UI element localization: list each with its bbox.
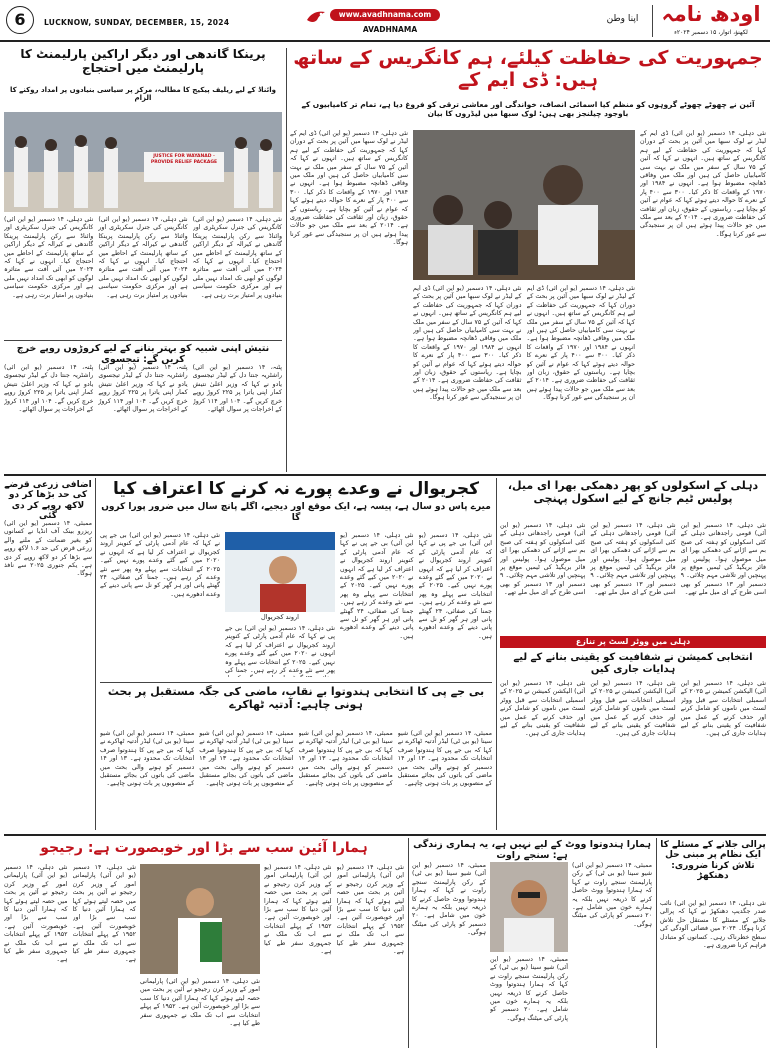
raut-body-3: ممبئی، ۱۴ دسمبر (یو این آئی) شیو سینا (یو بی ٹی) کے رکن پارلیمنٹ سنجے راوت نے کہا کہ ہمارا ہندوتوا ووٹ حاصل کرنے کا ذریعہ نہیں بلکہ یہ ہمارے خون میں شامل ہے۔ ۲۰ دسمبر کو پارٹی کی میٹنگ ہوگی۔ — [490, 956, 568, 1022]
rijiju-body-3: نئی دہلی، ۱۴ دسمبر (یو این آئی) پارلیمانی امور کے وزیر کرن رجیجو نے آئین پر بحث میں حصہ لیتے ہوئے کہا کہ ہمارا آئین دنیا کا سب سے بڑا اور خوبصورت آئین ہے۔ ۱۹۵۲ کے پہلے انتخابات سے اب تک ملک نے جمہوری سفر طے کیا ہے۔ — [140, 978, 260, 1028]
voterlist-kicker: دہلی میں ووٹر لسٹ پر تنازع — [575, 637, 691, 646]
farmers-headline: اضافی زرعی قرضے کی حد بڑھا کر دو لاکھ روپے کر دی گئی — [4, 480, 92, 522]
nitish-body: پٹنہ، ۱۴ دسمبر (یو این آئی) راشٹریہ جنتا دل کے لیڈر تیجسوی یادو نے کہا کہ وزیر اعلیٰ نتیش کمار اپنی یاترا پر ۲۲۵ کروڑ روپے خرچ کریں گے۔ ۱۰۴ اور ۱۱۴ کروڑ کے اخراجات پر سوال اٹھائے۔ پٹنہ، ۱۴ دسمبر (یو این آئی) راشٹریہ جنتا دل کے لیڈر تیجسوی یادو نے کہا کہ وزیر اعلیٰ نتیش کمار اپنی یاترا پر ۲۲۵ کروڑ روپے خرچ کریں گے۔ ۱۰۴ اور ۱۱۴ کروڑ کے اخراجات پر سوال اٹھائے۔ پٹنہ، ۱۴ دسمبر (یو این آئی) راشٹریہ جنتا دل کے لیڈر تیجسوی یادو نے کہا کہ وزیر اعلیٰ نتیش کمار اپنی یاترا پر ۲۲۵ کروڑ روپے خرچ کریں گے۔ ۱۰۴ اور ۱۱۴ کروڑ کے اخراجات پر سوال اٹھائے۔ — [4, 364, 282, 414]
raut-body: ممبئی، ۱۴ دسمبر (یو این آئی) شیو سینا (یو بی ٹی) کے رکن پارلیمنٹ سنجے راوت نے کہا کہ ہمارا ہندوتوا ووٹ حاصل کرنے کا ذریعہ نہیں بلکہ یہ ہمارے خون میں شامل ہے۔ ۲۰ دسمبر کو پارٹی کی میٹنگ ہوگی۔ — [412, 862, 486, 937]
protest-subhead: وائناڈ کے لیے ریلیف پیکیج کا مطالبہ، مرکز پر سیاسی بنیادوں پر امداد روکنے کا الزام — [10, 86, 276, 103]
rijiju-body-2: نئی دہلی، ۱۴ دسمبر (یو این آئی) پارلیمانی امور کے وزیر کرن رجیجو نے آئین پر بحث میں حصہ لیتے ہوئے کہا کہ ہمارا آئین دنیا کا سب سے بڑا اور خوبصورت آئین ہے۔ ۱۹۵۲ کے پہلے انتخابات سے اب تک ملک نے جمہوری سفر طے کیا ہے۔ نئی دہلی، ۱۴ دسمبر (یو این آئی) پارلیمانی امور کے وزیر کرن رجیجو نے آئین پر بحث میں حصہ لیتے ہوئے کہا کہ ہمارا آئین دنیا کا سب سے بڑا اور خوبصورت آئین ہے۔ ۱۹۵۲ کے پہلے انتخابات سے اب تک ملک نے جمہوری سفر طے کیا ہے۔ — [264, 864, 404, 956]
thackeray-body: ممبئی، ۱۴ دسمبر (یو این آئی) شیو سینا (یو بی ٹی) لیڈر آدتیہ ٹھاکرے نے کہا کہ بی جے پی کا ہندوتوا صرف انتخابات تک محدود ہے۔ ۱۳ اور ۱۴ دسمبر کو ہونے والی بحث میں ماضی کی باتوں کی بجائے مستقبل کے منصوبوں پر بات ہونی چاہیے۔ ممبئی، ۱۴ دسمبر (یو این آئی) شیو سینا (یو بی ٹی) لیڈر آدتیہ ٹھاکرے نے کہا کہ بی جے پی کا ہندوتوا صرف انتخابات تک محدود ہے۔ ۱۳ اور ۱۴ دسمبر کو ہونے والی بحث میں ماضی کی باتوں کی بجائے مستقبل کے منصوبوں پر بات ہونی چاہیے۔ ممبئی، ۱۴ دسمبر (یو این آئی) شیو سینا (یو بی ٹی) لیڈر آدتیہ ٹھاکرے نے کہا کہ بی جے پی کا ہندوتوا صرف انتخابات تک محدود ہے۔ ۱۳ اور ۱۴ دسمبر کو ہونے والی بحث میں ماضی کی باتوں کی بجائے مستقبل کے منصوبوں پر بات ہونی چاہیے۔ ممبئی، ۱۴ دسمبر (یو این آئی) شیو سینا (یو بی ٹی) لیڈر آدتیہ ٹھاکرے نے کہا کہ بی جے پی کا ہندوتوا صرف انتخابات تک محدود ہے۔ ۱۳ اور ۱۴ دسمبر کو ہونے والی بحث میں ماضی کی باتوں کی بجائے مستقبل کے منصوبوں پر بات ہونی چاہیے۔ — [100, 730, 492, 788]
kejriwal-photo-caption: اروند کجریوال — [261, 613, 299, 621]
raut-photo — [490, 862, 568, 952]
kejriwal-body: نئی دہلی، ۱۴ دسمبر (یو این آئی) بی جے پی نے کہا کہ عام آدمی پارٹی کے کنوینر اروند کجریوال نے اعتراف کر لیا ہے کہ انہوں نے ۲۰۲۰ میں کیے گئے وعدے پورے نہیں کیے۔ ۲۰۲۵ کے انتخابات سے پہلے وہ پھر سے نئے وعدے کر رہے ہیں۔ جمنا کی صفائی، ۲۴ گھنٹے پانی اور ہر گھر کو نل سے پانی دینے کے وعدے ادھورے ہیں۔ — [100, 532, 220, 598]
bird-logo-icon — [305, 6, 327, 28]
farmers-body: ممبئی، ۱۴ دسمبر (یو این آئی) ریزرو بینک آف انڈیا نے کسانوں کو بغیر ضمانت کے ملنے والے زرعی قرض کی حد ۱.۶ لاکھ روپے سے بڑھا کر دو لاکھ روپے کر دی ہے۔ یکم جنوری ۲۰۲۵ سے نافذ ہوگا۔ — [4, 520, 92, 578]
section-label: اپنا وطن — [606, 14, 639, 24]
kejriwal-body-3: نئی دہلی، ۱۴ دسمبر (یو این آئی) بی جے پی نے کہا کہ عام آدمی پارٹی کے کنوینر اروند کجریوال نے اعتراف کر لیا ہے کہ انہوں نے ۲۰۲۰ میں کیے گئے وعدے پورے نہیں کیے۔ ۲۰۲۵ کے انتخابات سے پہلے وہ پھر سے نئے وعدے کر رہے ہیں۔ جمنا کی — [225, 625, 335, 675]
masthead — [0, 0, 770, 42]
protest-headline: پرینکا گاندھی اور دیگر اراکین پارلیمنٹ کا پارلیمنٹ میں احتجاج — [20, 47, 266, 75]
protest-photo — [4, 112, 282, 212]
kejriwal-headline: کجریوال نے وعدے پورے نہ کرنے کا اعتراف کیا — [113, 479, 479, 499]
website: www.avadhnama.com — [338, 10, 432, 19]
kejriwal-subhead: میرے پاس دو سال ہے، پیسہ ہے، ایک موقع اور دیجیے، اگلے پانچ سال میں ضرور پورا کروں گا — [101, 502, 491, 523]
schools-headline: دہلی کے اسکولوں کو پھر دھمکی بھرا ای میل، پولیس ٹیم جانچ کے لیے اسکول پہنچی — [507, 479, 759, 505]
kejriwal-body-2: نئی دہلی، ۱۴ دسمبر (یو این آئی) بی جے پی نے کہا کہ عام آدمی پارٹی کے کنوینر اروند کجریوال نے اعتراف کر لیا ہے کہ انہوں نے ۲۰۲۰ میں کیے گئے وعدے پورے نہیں کیے۔ ۲۰۲۵ کے انتخابات سے پہلے وہ پھر سے نئے وعدے کر رہے ہیں۔ جمنا کی صفائی، ۲۴ گھنٹے پانی اور ہر گھر کو نل سے پانی دینے کے وعدے ادھورے ہیں۔ نئی دہلی، ۱۴ دسمبر (یو این آئی) بی جے پی نے کہا کہ عام آدمی پارٹی کے کنوینر اروند کجریوال نے اعتراف کر لیا ہے کہ انہوں نے ۲۰۲۰ میں کیے گئے وعدے پورے نہیں کیے۔ ۲۰۲۵ کے انتخابات سے پہلے وہ پھر سے نئے وعدے کر رہے ہیں۔ جمنا کی صفائی، ۲۴ گھنٹے پانی اور ہر گھر کو نل سے پانی دینے کے وعدے ادھورے ہیں۔ — [340, 532, 492, 640]
lead-body-2: نئی دہلی، ۱۴ دسمبر (یو این آئی) ڈی ایم کے لیڈر نے لوک سبھا میں آئین پر بحث کے دوران کہا کہ جمہوریت کی حفاظت کے لیے ہم کانگریس کے ساتھ ہیں۔ انہوں نے کہا کہ آئین کے ۷۵ سال کے سفر میں ملک نے بہت سی کامیابیاں حاصل کی ہیں اور ملک میں وفاقی ڈھانچہ مضبوط ہوا ہے۔ انہوں نے ۱۹۸۴ اور ۱۹۷۰ کے واقعات کا ذکر کیا۔ ۳۰۰ سے ۴۰۰ پار کے نعرے کا حوالہ دیتے ہوئے کہا کہ عوام نے آئین کو بچایا ہے۔ ریاستوں کے حقوق، زبان اور ثقافت کی حفاظت ضروری ہے۔ ۲۰۱۴ کے بعد سے ملک میں جو حالات پیدا ہوئے ہیں ان پر سنجیدگی سے غور کرنا ہوگا۔ — [290, 130, 408, 247]
raut-body-2: ممبئی، ۱۴ دسمبر (یو این آئی) شیو سینا (یو بی ٹی) کے رکن پارلیمنٹ سنجے راوت نے کہا کہ ہمارا ہندوتوا ووٹ حاصل کرنے کا ذریعہ نہیں بلکہ یہ ہمارے خون میں شامل ہے۔ ۲۰ دسمبر کو پارٹی کی میٹنگ ہوگی۔ — [572, 862, 652, 928]
raut-headline: ہمارا ہندوتوا ووٹ کے لیے نہیں ہے، یہ ہماری زندگی ہے: سنجے راوت — [413, 839, 651, 861]
kejriwal-photo — [225, 532, 335, 612]
lead-body — [640, 130, 766, 470]
lead-body-text: نئی دہلی، ۱۴ دسمبر (یو این آئی) ڈی ایم کے لیڈر نے لوک سبھا میں آئین پر بحث کے دوران کہا کہ جمہوریت کی حفاظت کے لیے ہم کانگریس کے ساتھ ہیں۔ انہوں نے کہا کہ آئین کے ۷۵ سال کے سفر میں ملک نے بہت سی کامیابیاں حاصل کی ہیں اور ملک میں وفاقی ڈھانچہ مضبوط ہوا ہے۔ انہوں نے ۱۹۸۴ اور ۱۹۷۰ کے واقعات کا ذکر کیا۔ ۳۰۰ سے ۴۰۰ پار کے نعرے کا حوالہ دیتے ہوئے کہا کہ عوام نے آئین کو بچایا ہے۔ ریاستوں کے حقوق، زبان اور ثقافت کی حفاظت ضروری ہے۔ ۲۰۱۴ کے بعد سے ملک میں جو حالات پیدا ہوئے ہیں ان پر سنجیدگی سے غور کرنا ہوگا۔ — [640, 130, 766, 238]
protest-banner: JUSTICE FOR WAYANAD · PROVIDE RELIEF PACKAGE — [150, 154, 218, 165]
lead-body-3: نئی دہلی، ۱۴ دسمبر (یو این آئی) ڈی ایم کے لیڈر نے لوک سبھا میں آئین پر بحث کے دوران کہا کہ جمہوریت کی حفاظت کے لیے ہم کانگریس کے ساتھ ہیں۔ انہوں نے کہا کہ آئین کے ۷۵ سال کے سفر میں ملک نے بہت سی کامیابیاں حاصل کی ہیں اور ملک میں وفاقی ڈھانچہ مضبوط ہوا ہے۔ انہوں نے ۱۹۸۴ اور ۱۹۷۰ کے واقعات کا ذکر کیا۔ ۳۰۰ سے ۴۰۰ پار کے نعرے کا حوالہ دیتے ہوئے کہا کہ عوام نے آئین کو بچایا ہے۔ ریاستوں کے حقوق، زبان اور ثقافت کی حفاظت ضروری ہے۔ ۲۰۱۴ کے بعد سے ملک میں جو حالات پیدا ہوئے ہیں ان پر سنجیدگی سے غور کرنا ہوگا۔ نئی دہلی، ۱۴ دسمبر (یو این آئی) ڈی ایم کے لیڈر نے لوک سبھا میں آئین پر بحث کے دوران کہا کہ جمہوریت کی حفاظت کے لیے ہم کانگریس کے ساتھ ہیں۔ انہوں نے کہا کہ آئین کے ۷۵ سال کے سفر میں ملک نے بہت سی کامیابیاں حاصل کی ہیں اور ملک میں وفاقی ڈھانچہ مضبوط ہوا ہے۔ انہوں نے ۱۹۸۴ اور ۱۹۷۰ کے واقعات کا ذکر کیا۔ ۳۰۰ سے ۴۰۰ پار کے نعرے کا حوالہ دیتے ہوئے کہا کہ عوام نے آئین کو بچایا ہے۔ ریاستوں کے حقوق، زبان اور ثقافت کی حفاظت ضروری ہے۔ ۲۰۱۴ کے بعد سے ملک میں جو حالات پیدا ہوئے ہیں ان پر سنجیدگی سے غور کرنا ہوگا۔ — [413, 285, 635, 402]
stubble-body: نئی دہلی، ۱۴ دسمبر (یو این آئی) نائب صدر جگدیپ دھنکھڑ نے کہا کہ پرالی جلانے کے مسئلے کا مستقل حل تلاش کرنا ہوگا۔ ۲۰۲۴ میں فضائی آلودگی کی سطح خطرناک رہی۔ کسانوں کو متبادل فراہم کرنا ضروری ہے۔ — [660, 900, 766, 950]
rijiju-photo — [140, 864, 260, 974]
lead-subhead: آئین نے چھوٹے چھوٹے گروہوں کو منظم کیا اسمائی انصاف، خواندگی اور معاشی ترقی کو فروغ دیا ہے، تمام تر کامیابیوں کے باوجود چیلنجز بھی ہیں: لوک سبھا میں لیڈروں کا بیان — [301, 100, 755, 118]
rijiju-headline: ہمارا آئین سب سے بڑا اور خوبصورت ہے: رجیجو — [40, 840, 368, 856]
thackeray-headline: بی جے پی کا انتخابی ہندوتوا بے نقاب، ماضی کی جگہ مستقبل پر بحث ہونی چاہیے: آدتیہ ٹھاکرے — [107, 685, 485, 711]
paper-name-en: AVADHNAMA — [362, 25, 418, 34]
page-number: 6 — [6, 6, 34, 34]
lead-photo — [413, 130, 635, 280]
stubble-headline: پرالی جلانے کے مسئلے کا ایک نظام پر مبنی حل تلاش کرنا ضروری: دھنکھڑ — [660, 840, 766, 882]
masthead-logo: اودھ نامہ — [661, 2, 761, 26]
dateline: LUCKNOW, SUNDAY, DECEMBER, 15, 2024 — [44, 18, 230, 27]
rijiju-body: نئی دہلی، ۱۴ دسمبر (یو این آئی) پارلیمانی امور کے وزیر کرن رجیجو نے آئین پر بحث میں حصہ لیتے ہوئے کہا کہ ہمارا آئین دنیا کا سب سے بڑا اور خوبصورت آئین ہے۔ ۱۹۵۲ کے پہلے انتخابات سے اب تک ملک نے جمہوری سفر طے کیا ہے۔ نئی دہلی، ۱۴ دسمبر (یو این آئی) پارلیمانی امور کے وزیر کرن رجیجو نے آئین پر بحث میں حصہ لیتے ہوئے کہا کہ ہمارا آئین دنیا کا سب سے بڑا اور خوبصورت آئین ہے۔ ۱۹۵۲ کے پہلے انتخابات سے اب تک ملک نے جمہوری سفر طے کیا ہے۔ — [4, 864, 136, 964]
voterlist-headline: انتخابی کمیشن نے شفافیت کو یقینی بنانے کے لیے ہدایات جاری کیں — [513, 652, 753, 675]
nitish-headline: نتیش اپنی شبیہ کو بہتر بنانے کے لیے کروڑوں روپے خرچ کریں گے: تیجسوی — [16, 343, 270, 365]
voterlist-body: نئی دہلی، ۱۴ دسمبر (یو این آئی) الیکشن کمیشن نے ۲۰۲۵ کے اسمبلی انتخابات سے قبل ووٹر لسٹ میں ناموں کو شامل کرنے اور حذف کرنے کے عمل میں شفافیت کو یقینی بنانے کے لیے ہدایات جاری کی ہیں۔ نئی دہلی، ۱۴ دسمبر (یو این آئی) الیکشن کمیشن نے ۲۰۲۵ کے اسمبلی انتخابات سے قبل ووٹر لسٹ میں ناموں کو شامل کرنے اور حذف کرنے کے عمل میں شفافیت کو یقینی بنانے کے لیے ہدایات جاری کی ہیں۔ نئی دہلی، ۱۴ دسمبر (یو این آئی) الیکشن کمیشن نے ۲۰۲۵ کے اسمبلی انتخابات سے قبل ووٹر لسٹ میں ناموں کو شامل کرنے اور حذف کرنے کے عمل میں شفافیت کو یقینی بنانے کے لیے ہدایات جاری کی ہیں۔ — [500, 680, 766, 738]
hijri-date: لکھنؤ، اتوار، ۱۵ دسمبر ۲۰۲۴ء — [674, 29, 748, 36]
schools-body: نئی دہلی، ۱۴ دسمبر (یو این آئی) قومی راجدھانی دہلی کے کئی اسکولوں کو ہفتہ کی صبح بم سے اڑانے کی دھمکی بھرا ای میل موصول ہوا۔ پولیس اور فائر بریگیڈ کی ٹیمیں موقع پر پہنچیں اور تلاشی مہم چلائی۔ ۹ دسمبر اور ۱۳ دسمبر کو بھی اسی طرح کے ای میل ملے تھے۔ نئی دہلی، ۱۴ دسمبر (یو این آئی) قومی راجدھانی دہلی کے کئی اسکولوں کو ہفتہ کی صبح بم سے اڑانے کی دھمکی بھرا ای میل موصول ہوا۔ پولیس اور فائر بریگیڈ کی ٹیمیں موقع پر پہنچیں اور تلاشی مہم چلائی۔ ۹ دسمبر اور ۱۳ دسمبر کو بھی اسی طرح کے ای میل ملے تھے۔ نئی دہلی، ۱۴ دسمبر (یو این آئی) قومی راجدھانی دہلی کے کئی اسکولوں کو ہفتہ کی صبح بم سے اڑانے کی دھمکی بھرا ای میل موصول ہوا۔ پولیس اور فائر بریگیڈ کی ٹیمیں موقع پر پہنچیں اور تلاشی مہم چلائی۔ ۹ دسمبر اور ۱۳ دسمبر کو بھی اسی طرح کے ای میل ملے تھے۔ — [500, 522, 766, 597]
protest-body: نئی دہلی، ۱۴ دسمبر (یو این آئی) کانگریس کی جنرل سکریٹری اور وائناڈ سے رکن پارلیمنٹ پرینکا گاندھی نے کیرالہ کے دیگر اراکین کے ساتھ پارلیمنٹ کے احاطے میں احتجاج کیا۔ انہوں نے کہا کہ ۲۰۲۴ میں آئی آفت سے متاثرہ لوگوں کو ابھی تک امداد نہیں ملی ہے اور مرکزی حکومت سیاسی بنیادوں پر امتیاز برت رہی ہے۔ نئی دہلی، ۱۴ دسمبر (یو این آئی) کانگریس کی جنرل سکریٹری اور وائناڈ سے رکن پارلیمنٹ پرینکا گاندھی نے کیرالہ کے دیگر اراکین کے ساتھ پارلیمنٹ کے احاطے میں احتجاج کیا۔ انہوں نے کہا کہ ۲۰۲۴ میں آئی آفت سے متاثرہ لوگوں کو ابھی تک امداد نہیں ملی ہے اور مرکزی حکومت سیاسی بنیادوں پر امتیاز برت رہی ہے۔ نئی دہلی، ۱۴ دسمبر (یو این آئی) کانگریس کی جنرل سکریٹری اور وائناڈ سے رکن پارلیمنٹ پرینکا گاندھی نے کیرالہ کے دیگر اراکین کے ساتھ پارلیمنٹ کے احاطے میں احتجاج کیا۔ انہوں نے کہا کہ ۲۰۲۴ میں آئی آفت سے متاثرہ لوگوں کو ابھی تک امداد نہیں ملی ہے اور مرکزی حکومت سیاسی بنیادوں پر امتیاز برت رہی ہے۔ — [4, 216, 282, 299]
lead-headline: جمہوریت کی حفاظت کیلئے، ہم کانگریس کے ساتھ ہیں: ڈی ایم کے — [293, 47, 763, 91]
